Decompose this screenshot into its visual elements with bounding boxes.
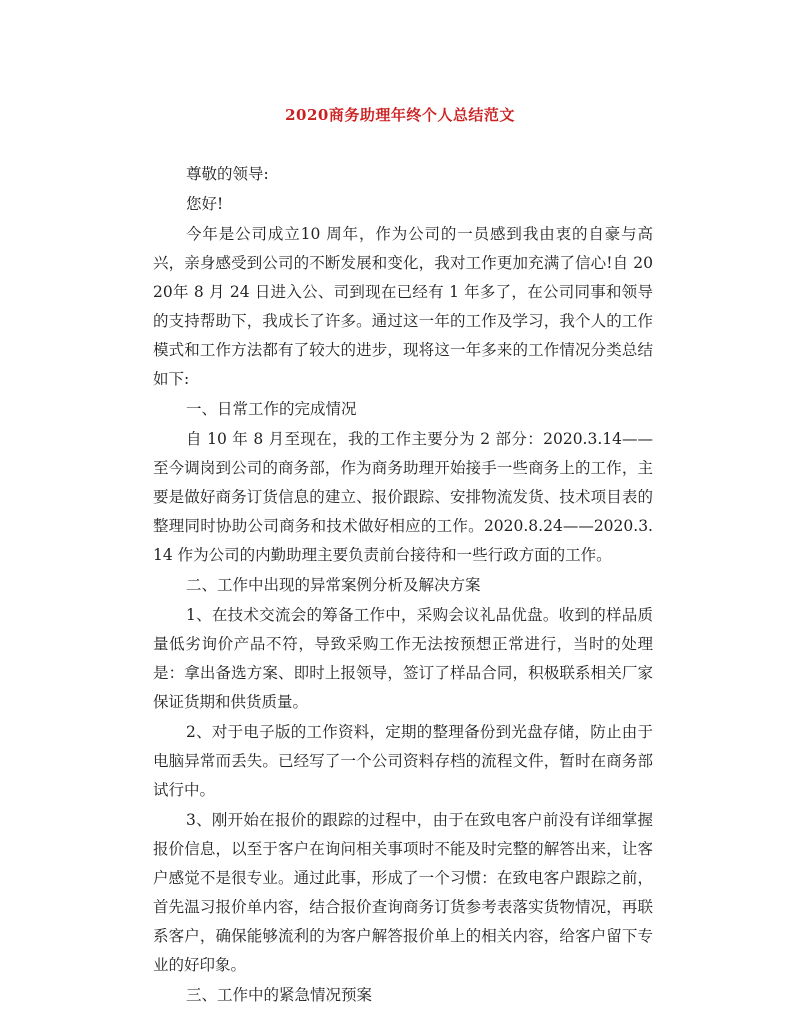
document-title: 2020商务助理年终个人总结范文 — [285, 106, 515, 124]
case-paragraph-2: 2、对于电子版的工作资料，定期的整理备份到光盘存储，防止由于电脑异常而丢失。已经写了一个公司资料存档的流程文件，暂时在商务部试行中。 — [153, 723, 653, 799]
section-1-paragraph: 自 10 年 8 月至现在，我的工作主要分为 2 部分：2020.3.14——至今调岗到公司的商务部，作为商务助理开始接手一些商务上的工作，主要是做好商务订货信息的建立、报价跟踪、安排物流发货、技术项目表的整理同时协助公司商务和技术做好相应的工作。2020.8.24——2020.3.14 作为公司的内勤助理主要负责前台接待和一些行政方面的工作。 — [153, 430, 653, 564]
section-heading-1: 一、日常工作的完成情况 — [186, 400, 357, 418]
section-heading-2: 二、工作中出现的异常案例分析及解决方案 — [186, 576, 481, 594]
greeting: 您好! — [186, 195, 224, 213]
intro-paragraph: 今年是公司成立10 周年，作为公司的一员感到我由衷的自豪与高兴，亲身感受到公司的不断发展和变化，我对工作更加充满了信心!自 2020年 8 月 24 日进入公、司到现在已经有 1 年多了，在公司同事和领导的支持帮助下，我成长了许多。通过这一年的工作及学习，我个人的工作模式和工作方法都有了较大的进步，现将这一年多来的工作情况分类总结如下: — [153, 225, 653, 388]
section-heading-3: 三、工作中的紧急情况预案 — [186, 986, 373, 1004]
case-paragraph-3: 3、刚开始在报价的跟踪的过程中，由于在致电客户前没有详细掌握报价信息，以至于客户在询问相关事项时不能及时完整的解答出来，让客户感觉不是很专业。通过此事，形成了一个习惯：在致电客户跟踪之前，首先温习报价单内容，结合报价查询商务订货参考表落实货物情况，再联系客户，确保能够流利的为客户解答报价单上的相关内容，给客户留下专业的好印象。 — [153, 811, 653, 974]
document-body — [153, 160, 653, 1011]
case-paragraph-1: 1、在技术交流会的筹备工作中，采购会议礼品优盘。收到的样品质量低劣询价产品不符，导致采购工作无法按预想正常进行，当时的处理是：拿出备选方案、即时上报领导，签订了样品合同，积极联系相关厂家保证货期和供货质量。 — [153, 606, 653, 711]
salutation: 尊敬的领导: — [186, 165, 269, 183]
